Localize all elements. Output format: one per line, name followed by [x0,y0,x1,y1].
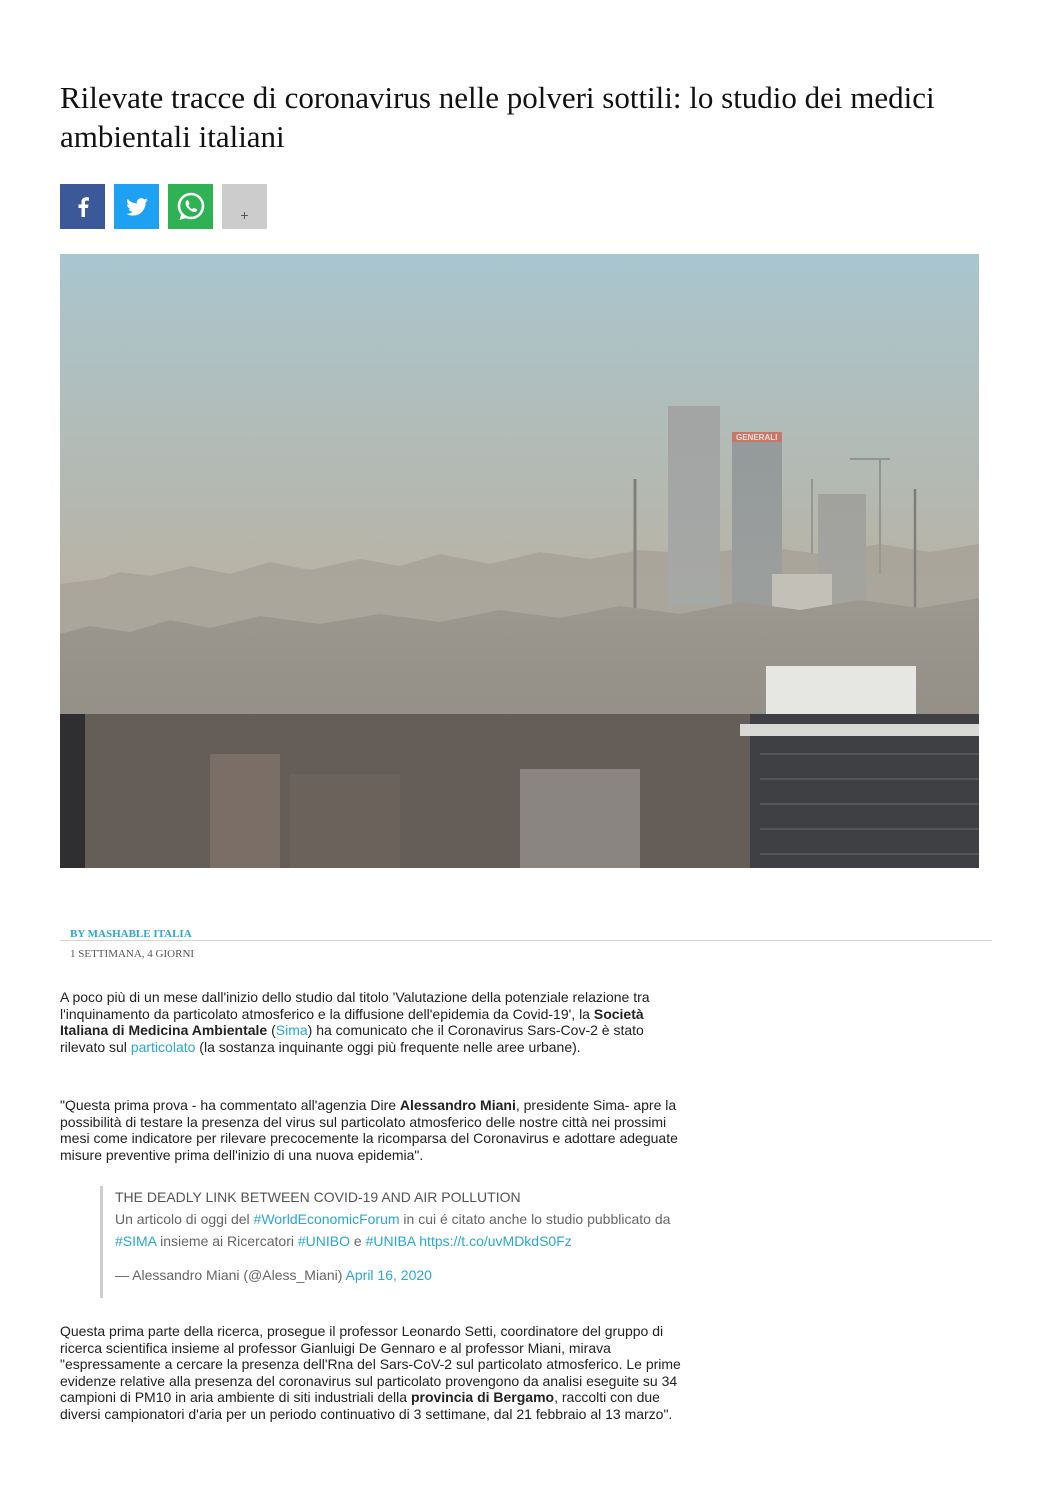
whatsapp-icon [175,191,207,223]
text: ( [267,1022,276,1038]
text: , raccolti con due diversi campionatori d'aria per un periodo continuativo di 3 settimane, dal 21 febbraio al 13 marzo". [60,1389,673,1422]
text: , presidente Sima- apre la possibilità di testare la presenza del virus sul particolato atmosferico delle nostre città nei prossimi mesi come indicatore per rilevare precocemente la ricomparsa del Coronavirus e adottare adeguate misure preventive prima dell'inizio di una nuova epidemia". [60,1097,678,1163]
hashtag-link[interactable]: #UNIBO [297,1233,350,1249]
tweet-title: THE DEADLY LINK BETWEEN COVID-19 AND AIR POLLUTION [115,1189,521,1205]
twitter-icon [126,198,148,216]
embedded-tweet [100,1186,700,1298]
text: Un articolo di oggi del [115,1211,254,1227]
whatsapp-share-button[interactable] [168,184,213,229]
tweet-date-link[interactable]: April 16, 2020 [345,1267,432,1283]
bold-text: Società Italiana di Medicina Ambientale [60,1005,644,1038]
share-bar [60,184,267,229]
bold-text: provincia di Bergamo [410,1389,555,1405]
twitter-share-button[interactable] [114,184,159,229]
more-share-button[interactable]: + [222,184,267,229]
hashtag-link[interactable]: #WorldEconomicForum [253,1211,400,1227]
byline-date: 1 SETTIMANA, 4 GIORNI [70,948,195,960]
particolato-link[interactable]: particolato [130,1038,196,1055]
byline-divider [60,940,992,941]
paragraph-1 [60,989,690,1055]
text: "Questa prima prova - ha commentato all'agenzia Dire [60,1097,400,1113]
tweet-url-link[interactable]: https://t.co/uvMDkdS0Fz [419,1233,572,1249]
facebook-icon [77,197,89,217]
paragraph-3 [60,1323,690,1422]
byline-author[interactable]: BY MASHABLE ITALIA [70,928,192,940]
facebook-share-button[interactable] [60,184,105,229]
tweet-body [115,1208,700,1252]
hashtag-link[interactable]: #SIMA [115,1233,157,1249]
article-title: Rilevate tracce di coronavirus nelle polveri sottili: lo studio dei medici ambientali italiani [60,80,935,154]
text: (la sostanza inquinante oggi più frequente nelle aree urbane). [195,1038,581,1055]
text: A poco più di un mese dall'inizio dello studio dal titolo 'Valutazione della potenziale relazione tra l'inquinamento da particolato atmosferico e la diffusione dell'epidemia da Covid-19', la [60,989,650,1022]
text: Questa prima parte della ricerca, prosegue il professor Leonardo Setti, coordinatore del gruppo di ricerca scientifica insieme al professor Gianluigi De Gennaro e al professor Miani, mirava "espressamente a cercare la presenza dell'Rna del Sars-CoV-2 sul particolato atmosferico. Le prime evidenze relative alla presenza del coronavirus sul particolato provengono da analisi eseguite su 34 campioni di PM10 in aria ambiente di siti industriali della [60,1323,681,1405]
sima-link[interactable]: Sima [275,1022,308,1038]
text: insieme ai Ricercatori [156,1233,298,1249]
tweet-citation [115,1264,700,1286]
text: ) ha comunicato che il Coronavirus Sars-Cov-2 è stato rilevato sul [60,1022,644,1055]
tweet-author: — Alessandro Miani (@Aless_Miani) [115,1267,346,1283]
hashtag-link[interactable]: #UNIBA [365,1233,416,1249]
text: in cui é citato anche lo studio pubblicato da [399,1211,671,1227]
bold-text: Alessandro Miani [399,1097,516,1113]
milan-smog-skyline-photo [60,254,979,868]
paragraph-2 [60,1097,690,1163]
text: e [349,1233,366,1249]
hero-image [60,254,979,868]
